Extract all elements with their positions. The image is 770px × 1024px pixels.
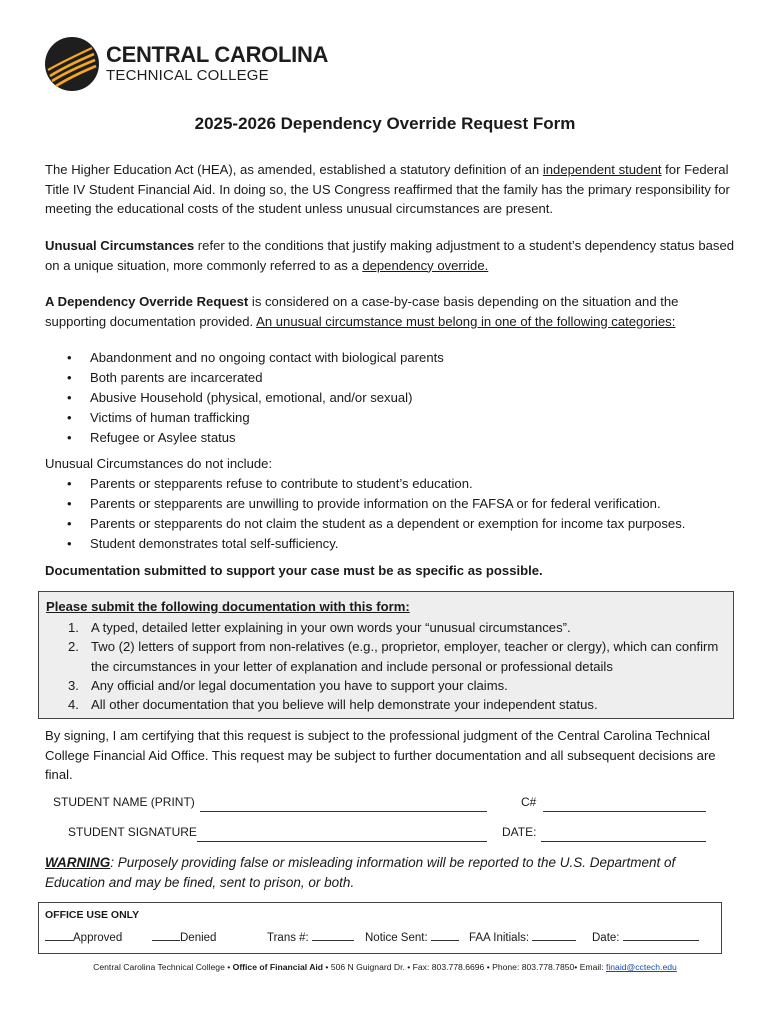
documentation-box-heading: Please submit the following documentation with this form: — [46, 599, 410, 614]
dependency-override-link[interactable]: dependency override. — [362, 257, 489, 273]
list-item: • Both parents are incarcerated — [45, 368, 735, 388]
college-logo — [44, 36, 328, 92]
documentation-box — [38, 591, 734, 719]
documentation-note: Documentation submitted to support your case must be as specific as possible. — [45, 563, 543, 578]
college-logo-icon — [44, 36, 100, 92]
list-item: • Abandonment and no ongoing contact with biological parents — [45, 348, 735, 368]
list-item: • Victims of human trafficking — [45, 408, 735, 428]
form-title: 2025-2026 Dependency Override Request Form — [194, 114, 576, 133]
list-item: • Parents or stepparents do not claim the student as a dependent or exemption for income tax purposes. — [45, 514, 735, 534]
list-item: • Parents or stepparents are unwilling to provide information on the FAFSA or for federal verification. — [45, 494, 735, 514]
trans-field[interactable]: Trans #: — [267, 930, 354, 944]
list-item: • Parents or stepparents refuse to contribute to student’s education. — [45, 474, 735, 494]
list-item: • Student demonstrates total self-sufficiency. — [45, 534, 735, 554]
date-field[interactable] — [541, 841, 706, 842]
not-include-heading: Unusual Circumstances do not include: — [45, 456, 273, 471]
c-number-field[interactable] — [543, 811, 706, 812]
email-link[interactable]: finaid@cctech.edu — [605, 962, 677, 972]
student-name-label: STUDENT NAME (PRINT) — [53, 795, 195, 809]
independent-student-link[interactable]: independent student — [542, 162, 662, 177]
office-use-box — [38, 902, 722, 954]
notice-sent-field[interactable]: Notice Sent: — [365, 930, 459, 944]
signature-label: STUDENT SIGNATURE — [68, 825, 197, 839]
approved-field[interactable]: Approved — [45, 930, 122, 944]
certify-paragraph: By signing, I am certifying that this request is subject to the professional judgment of the Central Carolina Technical College Financial Aid Office. This request may be subject to further documentation and all subsequent decisions are final. — [45, 728, 716, 782]
list-item: 3. Any official and/or legal documentation you have to support your claims. — [68, 677, 508, 693]
not-include-section — [45, 454, 735, 554]
c-number-label: C# — [521, 795, 537, 809]
list-item: 1. A typed, detailed letter explaining in your own words your “unusual circumstances”. — [68, 620, 571, 635]
list-item: 2. Two (2) letters of support from non-relatives (e.g., proprietor, employer, teacher or clergy), which can confirm the circumstances in your letter of explanation and include personal or professional details — [68, 639, 719, 674]
denied-field[interactable]: Denied — [152, 930, 216, 944]
logo-line1: CENTRAL CAROLINA — [106, 42, 329, 67]
signature-field[interactable] — [197, 841, 487, 842]
warning-text: WARNING: Purposely providing false or misleading information will be reported to the U.S. Department of Education and may be fined, sent to prison, or both. — [45, 855, 676, 890]
date-label: DATE: — [502, 825, 537, 839]
footer: Central Carolina Technical College • Office of Financial Aid • 506 N Guignard Dr. • Fax: 803.778.6696 • Phone: 803.778.7850• Email: finaid@cctech.edu — [93, 962, 677, 972]
faa-initials-field[interactable]: FAA Initials: — [469, 930, 576, 944]
dor-paragraph: A Dependency Override Request is considered on a case-by-case basis depending on the situation and the supporting documentation provided. An unusual circumstance must belong in one of the following categories: — [45, 294, 679, 329]
list-item: 4. All other documentation that you believe will help demonstrate your independent status. — [68, 697, 598, 713]
unusual-paragraph: Unusual Circumstances refer to the conditions that justify making adjustment to a student’s dependency status based on a unique situation, more commonly referred to as a dependency override. — [45, 238, 735, 273]
logo-line2: TECHNICAL COLLEGE — [106, 67, 269, 84]
student-name-field[interactable] — [200, 811, 487, 812]
office-use-heading: OFFICE USE ONLY — [45, 909, 140, 921]
categories-list — [45, 348, 735, 448]
list-item: • Abusive Household (physical, emotional, and/or sexual) — [45, 388, 735, 408]
office-date-field[interactable]: Date: — [592, 930, 699, 944]
intro-paragraph: The Higher Education Act (HEA), as amended, established a statutory definition of an independent student for Federal Title IV Student Financial Aid. In doing so, the US Congress reaffirmed that the family has the primary responsibility for meeting the educational costs of the student unless unusual circumstances are present. — [45, 162, 730, 216]
list-item: • Refugee or Asylee status — [45, 428, 735, 448]
